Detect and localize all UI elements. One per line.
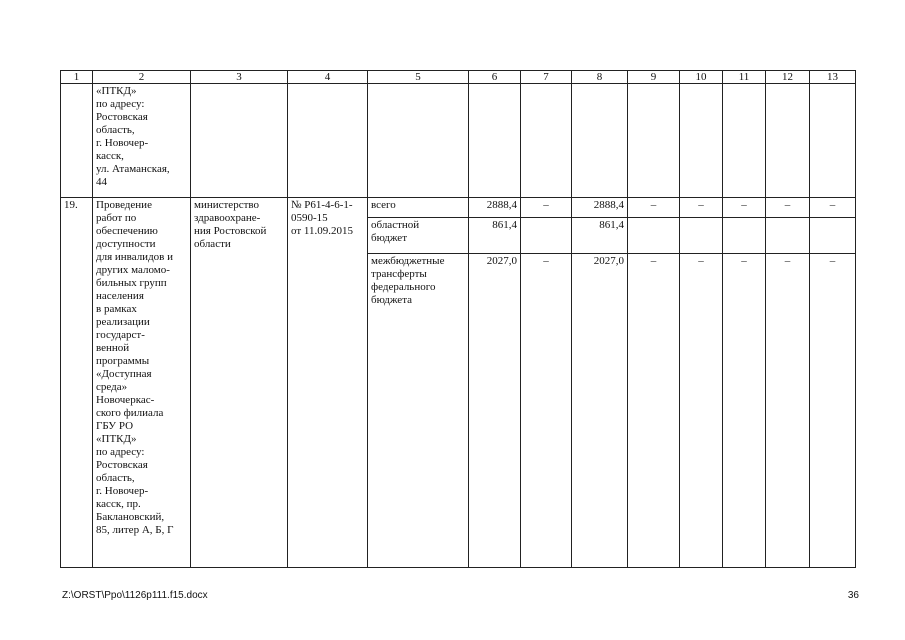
cell-value xyxy=(810,84,856,198)
cell-number xyxy=(61,84,93,198)
cell-value: – xyxy=(521,198,572,218)
file-path: Z:\ORST\Ppo\1126p111.f15.docx xyxy=(62,590,208,601)
cell-value: 861,4 xyxy=(572,218,628,254)
column-header: 1 xyxy=(61,71,93,84)
cell-value xyxy=(469,84,521,198)
column-header: 10 xyxy=(680,71,723,84)
cell-value: – xyxy=(810,198,856,218)
page-number: 36 xyxy=(847,590,859,601)
cell-value xyxy=(766,218,810,254)
cell-value xyxy=(572,84,628,198)
cell-value: – xyxy=(628,254,680,568)
column-header: 3 xyxy=(191,71,288,84)
cell-value: – xyxy=(680,198,723,218)
cell-value: 861,4 xyxy=(469,218,521,254)
cell-value: – xyxy=(680,254,723,568)
cell-document xyxy=(288,84,368,198)
header-row xyxy=(61,71,856,84)
cell-value xyxy=(810,218,856,254)
cell-ministry: министерство здравоохране- ния Ростовской области xyxy=(191,198,288,568)
cell-value xyxy=(723,218,766,254)
table-row xyxy=(61,198,856,218)
column-header: 6 xyxy=(469,71,521,84)
cell-value: – xyxy=(521,254,572,568)
cell-value xyxy=(521,218,572,254)
cell-source: всего xyxy=(368,198,469,218)
cell-value: 2888,4 xyxy=(572,198,628,218)
cell-value: – xyxy=(723,198,766,218)
column-header: 11 xyxy=(723,71,766,84)
cell-ministry xyxy=(191,84,288,198)
column-header: 4 xyxy=(288,71,368,84)
column-header: 2 xyxy=(93,71,191,84)
column-header: 12 xyxy=(766,71,810,84)
cell-value: 2888,4 xyxy=(469,198,521,218)
cell-value: – xyxy=(723,254,766,568)
cell-value xyxy=(766,84,810,198)
column-header: 8 xyxy=(572,71,628,84)
cell-value xyxy=(628,218,680,254)
cell-value: – xyxy=(766,198,810,218)
cell-value: 2027,0 xyxy=(469,254,521,568)
cell-value xyxy=(680,218,723,254)
row-number: 19. xyxy=(61,198,93,568)
cell-object: Проведение работ по обеспечению доступности для инвалидов и других маломо- бильных групп населения в рамках реализации государст- венной программы «Доступная среда» Новочеркас- ского филиала ГБУ РО «ПТКД» по адресу: Ростовская область, г. Новочер- касск, пр. Баклановский, 85, литер А, Б, Г xyxy=(93,198,191,568)
cell-value xyxy=(521,84,572,198)
cell-value: – xyxy=(628,198,680,218)
cell-source xyxy=(368,84,469,198)
cell-value xyxy=(723,84,766,198)
table-row xyxy=(61,84,856,198)
column-header: 13 xyxy=(810,71,856,84)
cell-document: № Р61-4-6-1- 0590-15 от 11.09.2015 xyxy=(288,198,368,568)
cell-object: «ПТКД» по адресу: Ростовская область, г. Новочер- касск, ул. Атаманская, 44 xyxy=(93,84,191,198)
cell-value xyxy=(628,84,680,198)
column-header: 7 xyxy=(521,71,572,84)
column-header: 5 xyxy=(368,71,469,84)
data-table xyxy=(60,70,856,568)
cell-source: межбюджетные трансферты федерального бюджета xyxy=(368,254,469,568)
cell-value xyxy=(680,84,723,198)
cell-value: – xyxy=(766,254,810,568)
cell-value: – xyxy=(810,254,856,568)
column-header: 9 xyxy=(628,71,680,84)
cell-source: областной бюджет xyxy=(368,218,469,254)
cell-value: 2027,0 xyxy=(572,254,628,568)
